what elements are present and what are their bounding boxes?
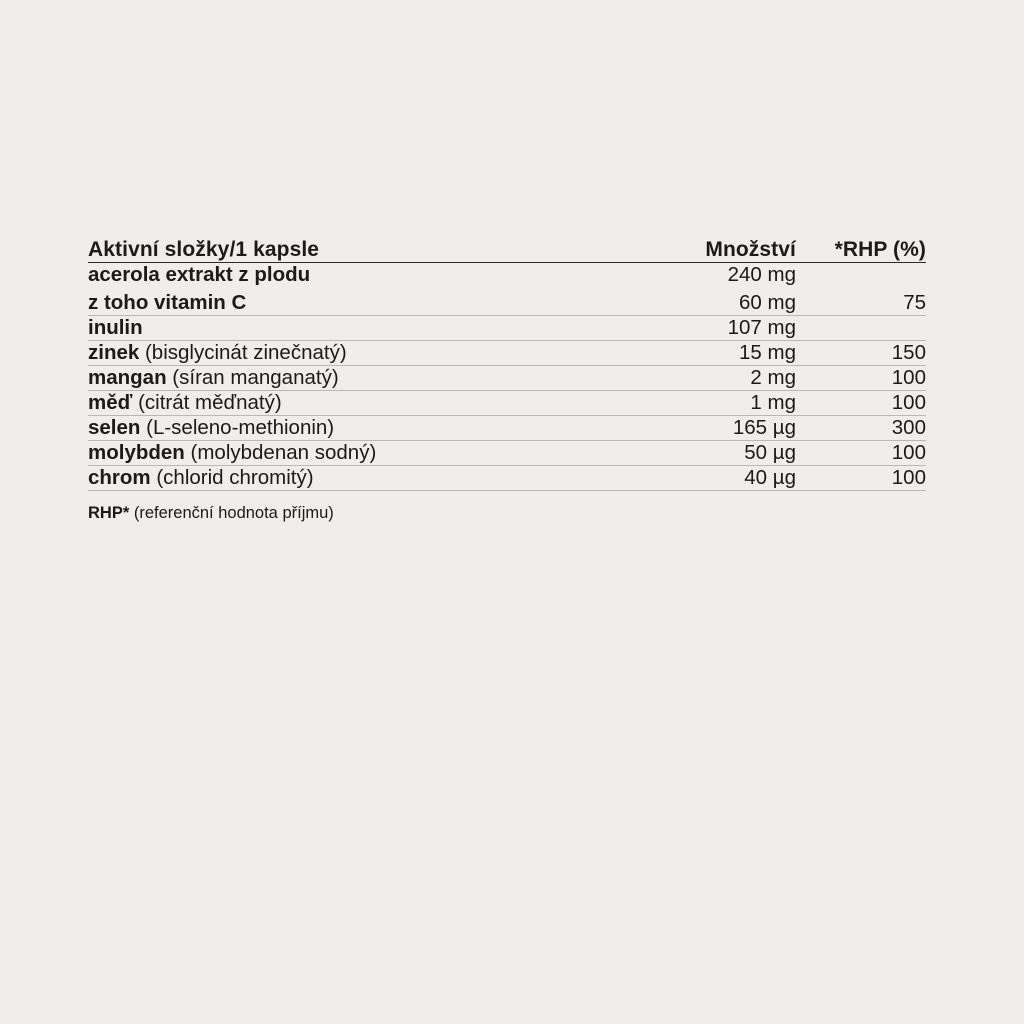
table-row: [88, 341, 926, 366]
ingredient-detail: (L-seleno-methionin): [140, 416, 335, 439]
cell-rhp: 100: [891, 441, 926, 464]
cell-rhp: [800, 316, 926, 341]
table-row: [88, 366, 926, 391]
cell-amount: 15 mg: [739, 341, 796, 364]
ingredient-name: chrom: [88, 466, 151, 489]
table-row: [88, 441, 926, 466]
cell-amount: 40 µg: [744, 466, 796, 489]
ingredient-name: acerola extrakt z plodu: [88, 263, 311, 286]
ingredient-name: zinek: [88, 341, 140, 364]
cell-ingredient: [88, 391, 628, 416]
footnote-abbreviation: RHP*: [88, 504, 130, 522]
cell-ingredient: [88, 316, 628, 341]
table-row: [88, 316, 926, 341]
table-header-row: [88, 238, 926, 263]
cell-rhp: 150: [891, 341, 926, 364]
cell-amount: 50 µg: [744, 441, 796, 464]
table-row: [88, 391, 926, 416]
ingredient-name: mangan: [88, 366, 167, 389]
cell-rhp: 300: [891, 416, 926, 439]
table-row: [88, 416, 926, 441]
cell-rhp: [800, 263, 926, 290]
nutrition-table-container: [88, 238, 926, 524]
cell-amount: 107 mg: [727, 316, 796, 339]
column-header-amount: Množství: [705, 238, 796, 261]
table-row: [88, 263, 926, 290]
ingredient-name: selen: [88, 416, 141, 439]
table-row: [88, 289, 926, 316]
cell-ingredient: [88, 441, 628, 466]
ingredient-detail: (citrát měďnatý): [132, 391, 282, 414]
cell-ingredient: [88, 416, 628, 441]
cell-amount: 240 mg: [727, 263, 796, 286]
cell-rhp: 100: [891, 466, 926, 489]
ingredient-name: inulin: [88, 316, 143, 339]
cell-rhp: 75: [903, 291, 926, 314]
cell-ingredient: [88, 366, 628, 391]
cell-rhp: 100: [891, 366, 926, 389]
column-header-rhp: *RHP (%): [834, 238, 926, 261]
cell-ingredient: [88, 341, 628, 366]
cell-amount: 1 mg: [750, 391, 796, 414]
table-row: [88, 466, 926, 491]
ingredient-detail: (síran manganatý): [166, 366, 339, 389]
table-footnote: [88, 504, 926, 524]
cell-ingredient: [88, 289, 628, 316]
cell-ingredient: [88, 263, 628, 290]
footnote-text: (referenční hodnota příjmu): [129, 504, 334, 522]
cell-rhp: 100: [891, 391, 926, 414]
ingredient-name: z toho vitamin C: [88, 291, 247, 314]
cell-amount: 60 mg: [739, 291, 796, 314]
ingredient-name: měď: [88, 391, 133, 414]
ingredient-name: molybden: [88, 441, 185, 464]
cell-amount: 2 mg: [750, 366, 796, 389]
column-header-ingredient: Aktivní složky/1 kapsle: [88, 238, 320, 261]
ingredient-detail: (molybdenan sodný): [184, 441, 377, 464]
cell-ingredient: [88, 466, 628, 491]
nutrition-facts-table: [88, 238, 926, 491]
ingredient-detail: (bisglycinát zinečnatý): [139, 341, 347, 364]
ingredient-detail: (chlorid chromitý): [150, 466, 314, 489]
cell-amount: 165 µg: [732, 416, 796, 439]
